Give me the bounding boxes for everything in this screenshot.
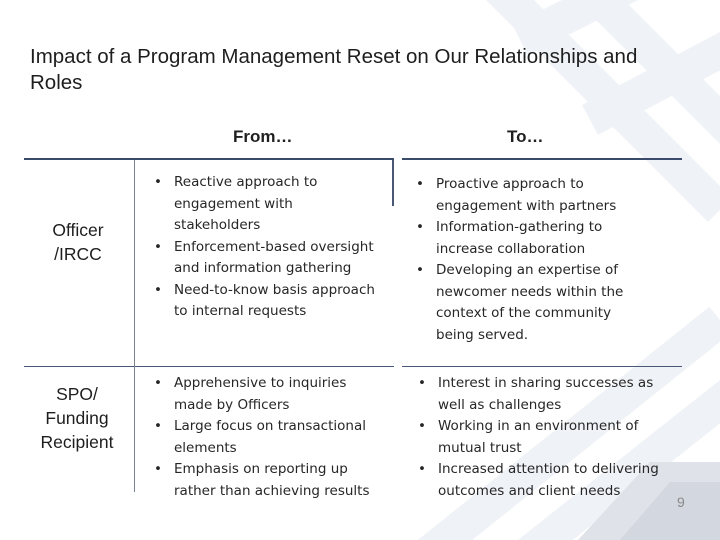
row-label-spo: SPO/ Funding Recipient	[40, 384, 114, 452]
list-item: • Proactive approach to engagement with partners	[416, 176, 617, 214]
list-item: • Need-to-know basis approach to internal requests	[154, 281, 375, 319]
row-divider-left	[24, 366, 394, 367]
list-item: • Enforcement-based oversight and information gathering	[154, 238, 374, 276]
bullet-icon: •	[418, 375, 426, 391]
bullet-icon: •	[418, 418, 426, 434]
officer-from-list	[152, 172, 377, 323]
list-item: • Increased attention to delivering outcomes and client needs	[418, 461, 659, 499]
list-item: • Apprehensive to inquiries made by Officers	[154, 375, 347, 413]
list-item: • Interest in sharing successes as well as challenges	[418, 375, 654, 413]
row-label-officer: Officer /IRCC	[52, 220, 104, 264]
list-item: • Information-gathering to increase collaboration	[416, 219, 603, 257]
officer-to-list	[414, 174, 652, 346]
bullet-icon: •	[416, 262, 424, 278]
page-number: 9	[677, 494, 685, 510]
row-divider-right	[402, 366, 682, 367]
bullet-icon: •	[154, 174, 162, 190]
from-to-divider	[392, 160, 394, 206]
header-divider-left	[24, 158, 394, 160]
bullet-icon: •	[418, 461, 426, 477]
bullet-icon: •	[154, 461, 162, 477]
bullet-icon: •	[154, 281, 162, 298]
column-header-to: To…	[507, 127, 544, 146]
list-item: • Large focus on transactional elements	[154, 418, 366, 456]
column-header-from: From…	[233, 127, 293, 146]
page-title: Impact of a Program Management Reset on Our Relationships and Roles	[30, 45, 638, 94]
bullet-icon: •	[154, 238, 162, 255]
list-item: • Reactive approach to engagement with stakeholders	[154, 174, 318, 233]
spo-from-list	[152, 373, 377, 502]
bullet-icon: •	[416, 176, 424, 192]
list-item: • Working in an environment of mutual trust	[418, 418, 639, 456]
bullet-icon: •	[416, 219, 424, 235]
bullet-icon: •	[154, 418, 162, 434]
list-item: • Emphasis on reporting up rather than achieving results	[154, 461, 370, 499]
list-item: • Developing an expertise of newcomer needs within the context of the community being served.	[416, 262, 624, 343]
spo-to-list	[416, 373, 684, 502]
header-divider-right	[402, 158, 682, 160]
bullet-icon: •	[154, 375, 162, 391]
label-column-divider	[134, 160, 135, 492]
